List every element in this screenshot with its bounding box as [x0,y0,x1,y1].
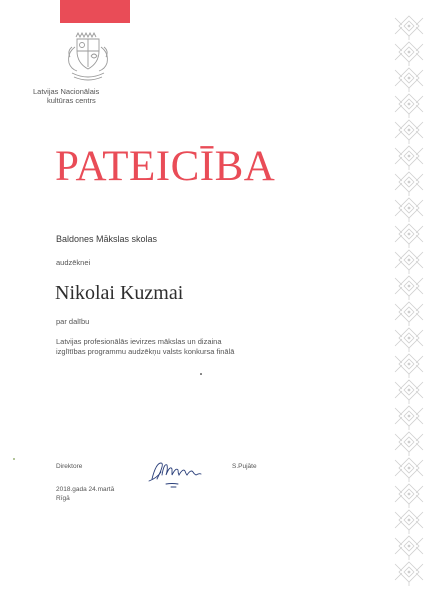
issue-date-place [56,485,114,503]
award-reason-label: par dalību [56,317,90,326]
red-header-band [60,0,130,23]
stray-dot [200,373,202,375]
issue-place: Rīgā [56,495,70,502]
school-name: Baldones Mākslas skolas [56,234,158,244]
recipient-role: audzēknei [56,258,91,267]
award-description-line-1: Latvijas profesionālās ievirzes mākslas un dizaina [56,337,222,346]
signature-image [146,451,208,491]
ornament-motifs [395,16,423,586]
award-description [56,337,234,357]
organization-line-1: Latvijas Nacionālais [33,87,100,96]
coat-of-arms-icon [60,27,114,85]
organization-name [33,87,99,105]
award-description-line-2: izglītības programmu audzēkņu valsts konkursa finālā [56,347,235,356]
issue-date: 2018.gada 24.martā [56,486,115,493]
organization-line-2: kultūras centrs [47,96,96,105]
signer-name: S.Pujāte [232,463,257,470]
stray-dot-green [13,458,15,460]
latvian-ornament-border [390,14,428,594]
director-label: Direktore [56,463,83,470]
certificate-title: PATEICĪBA [55,143,276,190]
recipient-name: Nikolai Kuzmai [55,282,184,304]
